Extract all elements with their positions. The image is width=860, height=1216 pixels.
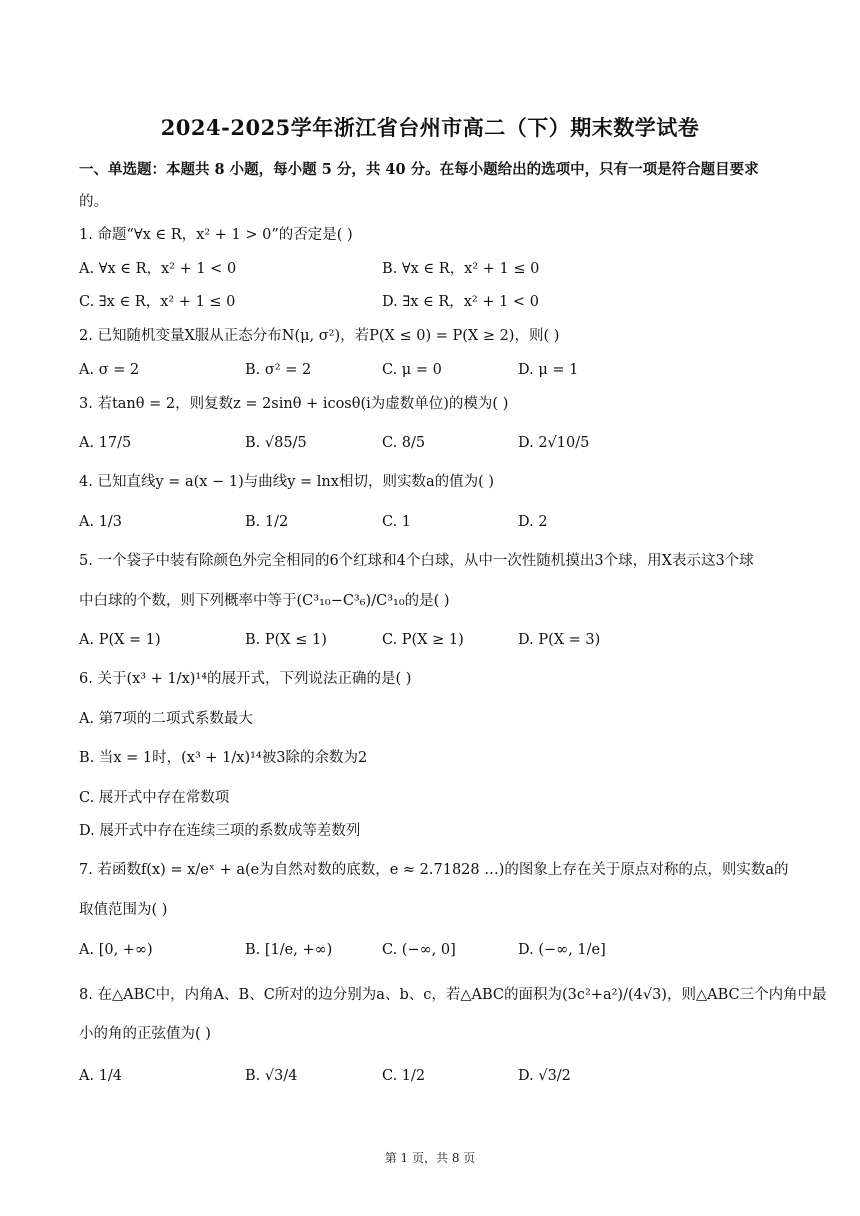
question-6-stem: 6. 关于(x³ + 1/x)¹⁴的展开式，下列说法正确的是( )	[79, 671, 412, 687]
question-7-stem-line2: 取值范围为( )	[79, 902, 168, 918]
section-heading-line2: 的。	[79, 194, 108, 210]
question-7-option-b: B. [1/e, +∞)	[245, 942, 333, 958]
question-8-stem-line1: 8. 在△ABC中，内角A、B、C所对的边分别为a、b、c，若△ABC的面积为(3c²+a²)/(4√3)，则△ABC三个内角中最	[79, 987, 827, 1003]
question-5-option-c: C. P(X ≥ 1)	[382, 632, 464, 648]
question-2-option-b: B. σ² = 2	[245, 362, 312, 378]
question-3-option-c: C. 8/5	[382, 435, 426, 451]
question-1-option-b: B. ∀x ∈ R，x² + 1 ≤ 0	[382, 261, 540, 277]
question-4-stem: 4. 已知直线y = a(x − 1)与曲线y = lnx相切，则实数a的值为( )	[79, 474, 495, 490]
question-7-option-c: C. (−∞, 0]	[382, 942, 456, 958]
question-8-option-b: B. √3/4	[245, 1068, 298, 1084]
question-1-stem: 1. 命题“∀x ∈ R，x² + 1 > 0”的否定是( )	[79, 227, 353, 243]
question-1-option-d: D. ∃x ∈ R，x² + 1 < 0	[382, 294, 539, 310]
question-6-option-b: B. 当x = 1时，(x³ + 1/x)¹⁴被3除的余数为2	[79, 750, 368, 766]
question-8-option-d: D. √3/2	[518, 1068, 571, 1084]
question-2-option-d: D. μ = 1	[518, 362, 579, 378]
question-4-option-b: B. 1/2	[245, 514, 289, 530]
question-7-option-d: D. (−∞, 1/e]	[518, 942, 606, 958]
question-6-option-a: A. 第7项的二项式系数最大	[79, 711, 253, 727]
question-3-option-a: A. 17/5	[79, 435, 132, 451]
question-5-stem-line1: 5. 一个袋子中装有除颜色外完全相同的6个红球和4个白球，从中一次性随机摸出3个球，用X表示这3个球	[79, 553, 754, 569]
section-heading-line1: 一、单选题：本题共 8 小题，每小题 5 分，共 40 分。在每小题给出的选项中，只有一项是符合题目要求	[79, 161, 759, 178]
question-2-option-a: A. σ = 2	[79, 362, 140, 378]
page-title: 2024-2025学年浙江省台州市高二（下）期末数学试卷	[160, 115, 700, 140]
question-4-option-c: C. 1	[382, 514, 412, 530]
question-4-option-a: A. 1/3	[79, 514, 123, 530]
question-1-option-a: A. ∀x ∈ R，x² + 1 < 0	[79, 261, 237, 277]
question-3-option-d: D. 2√10/5	[518, 435, 590, 451]
question-8-option-a: A. 1/4	[79, 1068, 123, 1084]
question-8-option-c: C. 1/2	[382, 1068, 426, 1084]
question-6-option-c: C. 展开式中存在常数项	[79, 790, 230, 806]
question-6-option-d: D. 展开式中存在连续三项的系数成等差数列	[79, 823, 361, 839]
question-3-stem: 3. 若tanθ = 2，则复数z = 2sinθ + icosθ(i为虚数单位)的模为( )	[79, 396, 509, 412]
question-5-option-b: B. P(X ≤ 1)	[245, 632, 327, 648]
question-5-option-a: A. P(X = 1)	[79, 632, 161, 648]
question-7-stem-line1: 7. 若函数f(x) = x/eˣ + a(e为自然对数的底数，e ≈ 2.71828 …)的图象上存在关于原点对称的点，则实数a的	[79, 862, 789, 878]
question-8-stem-line2: 小的角的正弦值为( )	[79, 1026, 211, 1042]
question-3-option-b: B. √85/5	[245, 435, 307, 451]
question-5-option-d: D. P(X = 3)	[518, 632, 601, 648]
question-2-stem: 2. 已知随机变量X服从正态分布N(μ, σ²)，若P(X ≤ 0) = P(X ≥ 2)，则( )	[79, 328, 560, 344]
question-1-option-c: C. ∃x ∈ R，x² + 1 ≤ 0	[79, 294, 236, 310]
question-5-stem-line2: 中白球的个数，则下列概率中等于(C³₁₀−C³₆)/C³₁₀的是( )	[79, 593, 450, 609]
page-footer: 第 1 页，共 8 页	[384, 1151, 476, 1165]
question-7-option-a: A. [0, +∞)	[79, 942, 153, 958]
question-4-option-d: D. 2	[518, 514, 548, 530]
question-2-option-c: C. μ = 0	[382, 362, 442, 378]
